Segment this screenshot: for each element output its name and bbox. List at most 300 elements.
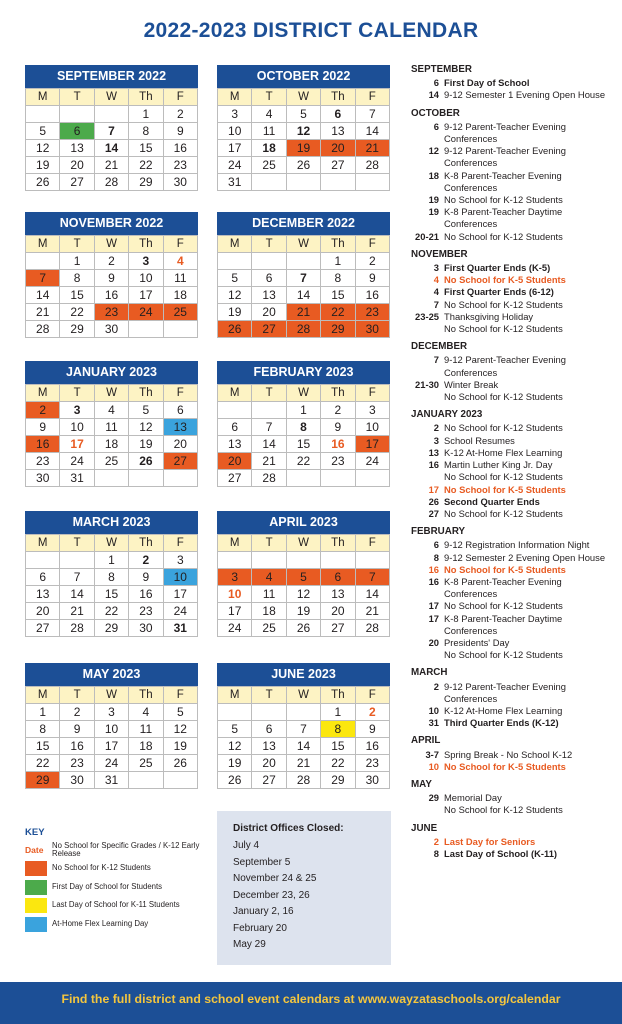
district-offices-closed [217, 811, 391, 965]
day-cell: 15 [287, 436, 321, 453]
weekday-header: Th [321, 385, 355, 402]
month-calendar [217, 212, 390, 338]
day-cell: 6 [60, 123, 94, 140]
event-date: 3 [433, 262, 439, 274]
empty-cell [321, 470, 355, 487]
day-cell: 28 [60, 620, 94, 637]
weekday-header: M [218, 89, 252, 106]
event-date: 8 [433, 551, 439, 563]
day-cell: 30 [95, 321, 129, 338]
weekday-header: T [252, 687, 286, 704]
day-cell: 19 [26, 157, 60, 174]
day-cell: 20 [164, 436, 198, 453]
day-cell: 9 [321, 419, 355, 436]
weekday-header: F [356, 236, 390, 253]
event-row [411, 323, 616, 335]
event-row [411, 89, 616, 101]
event-row [411, 299, 616, 311]
day-cell: 28 [356, 157, 390, 174]
event-date [411, 323, 444, 335]
event-date [411, 649, 444, 661]
event-date: 16 [428, 459, 439, 471]
weekday-header: W [287, 236, 321, 253]
weekday-header: T [252, 535, 286, 552]
day-cell: 19 [287, 603, 321, 620]
event-date: 20 [428, 636, 439, 648]
empty-cell [60, 106, 94, 123]
day-cell: 8 [60, 270, 94, 287]
weekday-header: F [164, 89, 198, 106]
day-cell: 1 [95, 552, 129, 569]
day-cell: 24 [356, 453, 390, 470]
day-cell: 2 [164, 106, 198, 123]
empty-cell [287, 704, 321, 721]
weekday-header: W [95, 385, 129, 402]
day-cell: 1 [60, 253, 94, 270]
event-date [411, 391, 444, 403]
empty-cell [356, 552, 390, 569]
event-text: K-8 Parent-Teacher Evening Conferences [444, 575, 562, 600]
event-month-heading: SEPTEMBER [411, 64, 472, 75]
event-text: 9-12 Parent-Teacher Evening Conferences [444, 145, 566, 169]
event-date: 10 [428, 704, 439, 716]
day-cell: 7 [26, 270, 60, 287]
day-cell: 3 [164, 552, 198, 569]
day-cell: 10 [60, 419, 94, 436]
day-cell: 7 [356, 106, 390, 123]
empty-cell [218, 402, 252, 419]
day-cell: 15 [26, 738, 60, 755]
day-cell: 1 [26, 704, 60, 721]
empty-cell [26, 253, 60, 270]
footer-text: Find the full district and school event calendars at www.wayzataschools.org/calendar [61, 992, 561, 1006]
event-text: No School for K-12 Students [444, 507, 563, 519]
empty-cell [287, 174, 321, 191]
day-cell: 16 [164, 140, 198, 157]
day-cell: 18 [252, 603, 286, 620]
day-cell: 31 [164, 620, 198, 637]
day-cell: 8 [321, 721, 355, 738]
day-cell: 18 [129, 738, 163, 755]
day-cell: 21 [252, 453, 286, 470]
day-cell: 23 [356, 304, 390, 321]
month-calendar [217, 361, 390, 487]
event-month-heading: MAY [411, 778, 432, 790]
event-date: 2 [433, 835, 439, 847]
day-cell: 11 [164, 270, 198, 287]
event-text: 9-12 Registration Information Night [444, 539, 590, 551]
office-closed-date: July 4 [233, 840, 260, 851]
event-date: 7 [433, 298, 439, 310]
weekday-header: Th [129, 236, 163, 253]
day-cell: 20 [321, 603, 355, 620]
day-cell: 19 [129, 436, 163, 453]
day-cell: 24 [218, 157, 252, 174]
event-row [411, 552, 616, 564]
day-cell: 5 [287, 106, 321, 123]
day-cell: 13 [252, 738, 286, 755]
day-cell: 27 [321, 620, 355, 637]
event-row [411, 391, 616, 403]
weekday-header: M [26, 535, 60, 552]
day-cell: 2 [95, 253, 129, 270]
day-cell: 11 [95, 419, 129, 436]
weekday-header: W [95, 236, 129, 253]
day-cell: 27 [60, 174, 94, 191]
weekday-header: T [60, 236, 94, 253]
weekday-header: F [164, 687, 198, 704]
event-text: Thanksgiving Holiday [444, 310, 534, 322]
day-cell: 4 [95, 402, 129, 419]
key-label: At-Home Flex Learning Day [52, 918, 149, 928]
day-cell: 8 [287, 419, 321, 436]
day-cell: 22 [60, 304, 94, 321]
weekday-header: F [164, 236, 198, 253]
month-grid [25, 88, 198, 191]
day-cell: 29 [129, 174, 163, 191]
event-date: 31 [428, 717, 439, 729]
event-text: 9-12 Parent-Teacher Evening Conferences [444, 120, 566, 145]
day-cell: 9 [356, 270, 390, 287]
event-row [411, 274, 616, 286]
day-cell: 15 [321, 738, 355, 755]
day-cell: 13 [321, 123, 355, 140]
day-cell: 2 [60, 704, 94, 721]
day-cell: 7 [356, 569, 390, 586]
day-cell: 5 [287, 569, 321, 586]
event-date [411, 804, 444, 816]
day-cell: 25 [95, 453, 129, 470]
key-item [25, 878, 205, 897]
empty-cell [321, 174, 355, 191]
weekday-header: M [26, 687, 60, 704]
day-cell: 16 [129, 586, 163, 603]
key-item [25, 915, 205, 934]
event-text: No School for K-12 Students [444, 391, 563, 403]
event-row [411, 77, 616, 89]
key-swatch [25, 898, 47, 913]
day-cell: 4 [164, 253, 198, 270]
event-date: 23-25 [415, 310, 439, 322]
event-row [411, 121, 616, 145]
event-row [411, 484, 616, 496]
day-cell: 12 [26, 140, 60, 157]
day-cell: 28 [26, 321, 60, 338]
weekday-header: Th [129, 89, 163, 106]
event-text: No School for K-12 Students [444, 298, 563, 310]
day-cell: 16 [321, 436, 355, 453]
event-text: No School for K-12 Students [444, 649, 563, 661]
day-cell: 23 [95, 304, 129, 321]
day-cell: 19 [218, 755, 252, 772]
event-date: 26 [428, 495, 439, 507]
weekday-header: T [60, 687, 94, 704]
day-cell: 25 [164, 304, 198, 321]
event-text: No School for K-12 Students [444, 804, 563, 816]
month-grid [25, 534, 198, 637]
weekday-header: T [60, 385, 94, 402]
day-cell: 17 [218, 603, 252, 620]
empty-cell [129, 470, 163, 487]
day-cell: 9 [356, 721, 390, 738]
day-cell: 29 [95, 620, 129, 637]
event-row [411, 613, 616, 637]
weekday-header: Th [129, 535, 163, 552]
weekday-header: W [287, 89, 321, 106]
event-month-heading: OCTOBER [411, 107, 460, 119]
empty-cell [252, 253, 286, 270]
day-cell: 19 [164, 738, 198, 755]
weekday-header: Th [321, 687, 355, 704]
day-cell: 16 [356, 738, 390, 755]
day-cell: 27 [164, 453, 198, 470]
day-cell: 8 [129, 123, 163, 140]
month-calendar [217, 65, 390, 191]
day-cell: 22 [321, 304, 355, 321]
event-text: K-8 Parent-Teacher Daytime Conferences [444, 206, 563, 230]
event-month-heading: FEBRUARY [411, 526, 466, 538]
event-date: 18 [428, 169, 439, 181]
day-cell: 12 [218, 287, 252, 304]
event-row [411, 194, 616, 206]
events-list [411, 64, 616, 860]
day-cell: 31 [95, 772, 129, 789]
day-cell: 17 [60, 436, 94, 453]
month-calendar [25, 361, 198, 487]
day-cell: 29 [26, 772, 60, 789]
event-text: First Quarter Ends (6-12) [444, 286, 554, 298]
day-cell: 22 [26, 755, 60, 772]
weekday-header: M [218, 236, 252, 253]
event-row [411, 206, 616, 230]
weekday-header: F [356, 385, 390, 402]
weekday-header: Th [321, 236, 355, 253]
month-title: DECEMBER 2022 [217, 212, 390, 235]
day-cell: 14 [95, 140, 129, 157]
empty-cell [321, 552, 355, 569]
event-row [411, 539, 616, 551]
event-text: No School for K-12 Students [444, 471, 563, 483]
day-cell: 29 [60, 321, 94, 338]
month-grid [217, 88, 390, 191]
day-cell: 23 [356, 755, 390, 772]
day-cell: 2 [356, 704, 390, 721]
month-title: MARCH 2023 [25, 511, 198, 534]
day-cell: 25 [252, 620, 286, 637]
weekday-header: T [252, 236, 286, 253]
event-date: 6 [433, 120, 439, 132]
event-row [411, 496, 616, 508]
day-cell: 10 [218, 586, 252, 603]
month-title: NOVEMBER 2022 [25, 212, 198, 235]
day-cell: 24 [129, 304, 163, 321]
day-cell: 7 [287, 270, 321, 287]
day-cell: 25 [252, 157, 286, 174]
day-cell: 9 [95, 270, 129, 287]
month-calendar [217, 511, 390, 637]
event-row [411, 471, 616, 483]
day-cell: 10 [356, 419, 390, 436]
day-cell: 3 [356, 402, 390, 419]
day-cell: 7 [287, 721, 321, 738]
event-date: 3-7 [425, 748, 439, 760]
weekday-header: Th [129, 385, 163, 402]
day-cell: 2 [129, 552, 163, 569]
event-row [411, 170, 616, 194]
event-month-heading: APRIL [411, 735, 441, 747]
day-cell: 9 [60, 721, 94, 738]
day-cell: 22 [321, 755, 355, 772]
day-cell: 26 [164, 755, 198, 772]
day-cell: 28 [287, 321, 321, 338]
month-title: APRIL 2023 [217, 511, 390, 534]
day-cell: 26 [287, 157, 321, 174]
day-cell: 7 [95, 123, 129, 140]
day-cell: 27 [321, 157, 355, 174]
event-text: Last Day of School (K-11) [444, 847, 558, 859]
office-closed-date: February 20 [233, 922, 287, 934]
day-cell: 26 [218, 321, 252, 338]
day-cell: 30 [164, 174, 198, 191]
day-cell: 26 [26, 174, 60, 191]
day-cell: 6 [321, 106, 355, 123]
day-cell: 6 [252, 721, 286, 738]
day-cell: 18 [252, 140, 286, 157]
day-cell: 20 [218, 453, 252, 470]
event-date: 8 [433, 847, 439, 859]
empty-cell [164, 470, 198, 487]
office-closed-date: November 24 & 25 [233, 873, 317, 884]
event-date: 21-30 [415, 378, 439, 390]
day-cell: 26 [129, 453, 163, 470]
day-cell: 3 [218, 569, 252, 586]
day-cell: 16 [26, 436, 60, 453]
empty-cell [252, 402, 286, 419]
event-row [411, 637, 616, 649]
day-cell: 20 [252, 755, 286, 772]
empty-cell [95, 470, 129, 487]
day-cell: 23 [60, 755, 94, 772]
event-text: Second Quarter Ends [444, 495, 540, 507]
day-cell: 3 [95, 704, 129, 721]
weekday-header: M [26, 236, 60, 253]
month-calendar [217, 663, 390, 789]
weekday-header: M [218, 535, 252, 552]
day-cell: 14 [252, 436, 286, 453]
event-text: 9-12 Parent-Teacher Evening Conferences [444, 354, 566, 378]
day-cell: 8 [321, 270, 355, 287]
day-cell: 2 [321, 402, 355, 419]
day-cell: 6 [26, 569, 60, 586]
day-cell: 15 [60, 287, 94, 304]
day-cell: 22 [129, 157, 163, 174]
event-row [411, 286, 616, 298]
day-cell: 18 [95, 436, 129, 453]
month-grid [217, 686, 390, 789]
day-cell: 9 [129, 569, 163, 586]
weekday-header: M [26, 385, 60, 402]
month-grid [217, 384, 390, 487]
day-cell: 31 [60, 470, 94, 487]
day-cell: 29 [321, 321, 355, 338]
day-cell: 30 [26, 470, 60, 487]
event-row [411, 435, 616, 447]
event-row [411, 848, 616, 860]
day-cell: 14 [287, 738, 321, 755]
day-cell: 4 [252, 569, 286, 586]
day-cell: 26 [287, 620, 321, 637]
day-cell: 5 [164, 704, 198, 721]
day-cell: 20 [321, 140, 355, 157]
event-text: Last Day for Seniors [444, 835, 536, 847]
day-cell: 15 [129, 140, 163, 157]
day-cell: 7 [252, 419, 286, 436]
day-cell: 15 [321, 287, 355, 304]
day-cell: 19 [287, 140, 321, 157]
empty-cell [252, 174, 286, 191]
event-text: No School for K-5 Students [444, 563, 566, 575]
day-cell: 27 [252, 321, 286, 338]
office-closed-date: May 29 [233, 939, 266, 950]
weekday-header: M [218, 385, 252, 402]
day-cell: 5 [218, 721, 252, 738]
event-row [411, 681, 616, 705]
key-swatch [25, 880, 47, 895]
day-cell: 8 [95, 569, 129, 586]
event-row [411, 422, 616, 434]
weekday-header: F [356, 535, 390, 552]
event-text: First Quarter Ends (K-5) [444, 262, 551, 274]
event-date: 4 [433, 286, 439, 298]
day-cell: 20 [252, 304, 286, 321]
day-cell: 1 [321, 704, 355, 721]
key-label: Last Day of School for K-11 Students [52, 900, 180, 910]
empty-cell [356, 470, 390, 487]
day-cell: 27 [252, 772, 286, 789]
empty-cell [218, 552, 252, 569]
empty-cell [129, 321, 163, 338]
event-text: 9-12 Parent-Teacher Evening Conferences [444, 680, 566, 704]
day-cell: 23 [26, 453, 60, 470]
event-date: 12 [428, 145, 439, 157]
day-cell: 14 [26, 287, 60, 304]
day-cell: 5 [218, 270, 252, 287]
weekday-header: T [252, 385, 286, 402]
day-cell: 1 [129, 106, 163, 123]
day-cell: 22 [95, 603, 129, 620]
day-cell: 30 [356, 321, 390, 338]
day-cell: 5 [129, 402, 163, 419]
day-cell: 19 [218, 304, 252, 321]
event-row [411, 792, 616, 804]
event-row [411, 564, 616, 576]
event-text: K-12 At-Home Flex Learning [444, 446, 563, 458]
day-cell: 1 [287, 402, 321, 419]
day-cell: 12 [287, 586, 321, 603]
event-date: 20-21 [415, 230, 439, 242]
day-cell: 10 [95, 721, 129, 738]
event-text: K-12 At-Home Flex Learning [444, 704, 563, 716]
day-cell: 13 [252, 287, 286, 304]
month-title: FEBRUARY 2023 [217, 361, 390, 384]
day-cell: 16 [356, 287, 390, 304]
month-grid [217, 235, 390, 338]
day-cell: 21 [287, 755, 321, 772]
weekday-header: T [252, 89, 286, 106]
day-cell: 2 [356, 253, 390, 270]
event-text: 9-12 Semester 1 Evening Open House [444, 89, 606, 101]
month-grid [25, 235, 198, 338]
